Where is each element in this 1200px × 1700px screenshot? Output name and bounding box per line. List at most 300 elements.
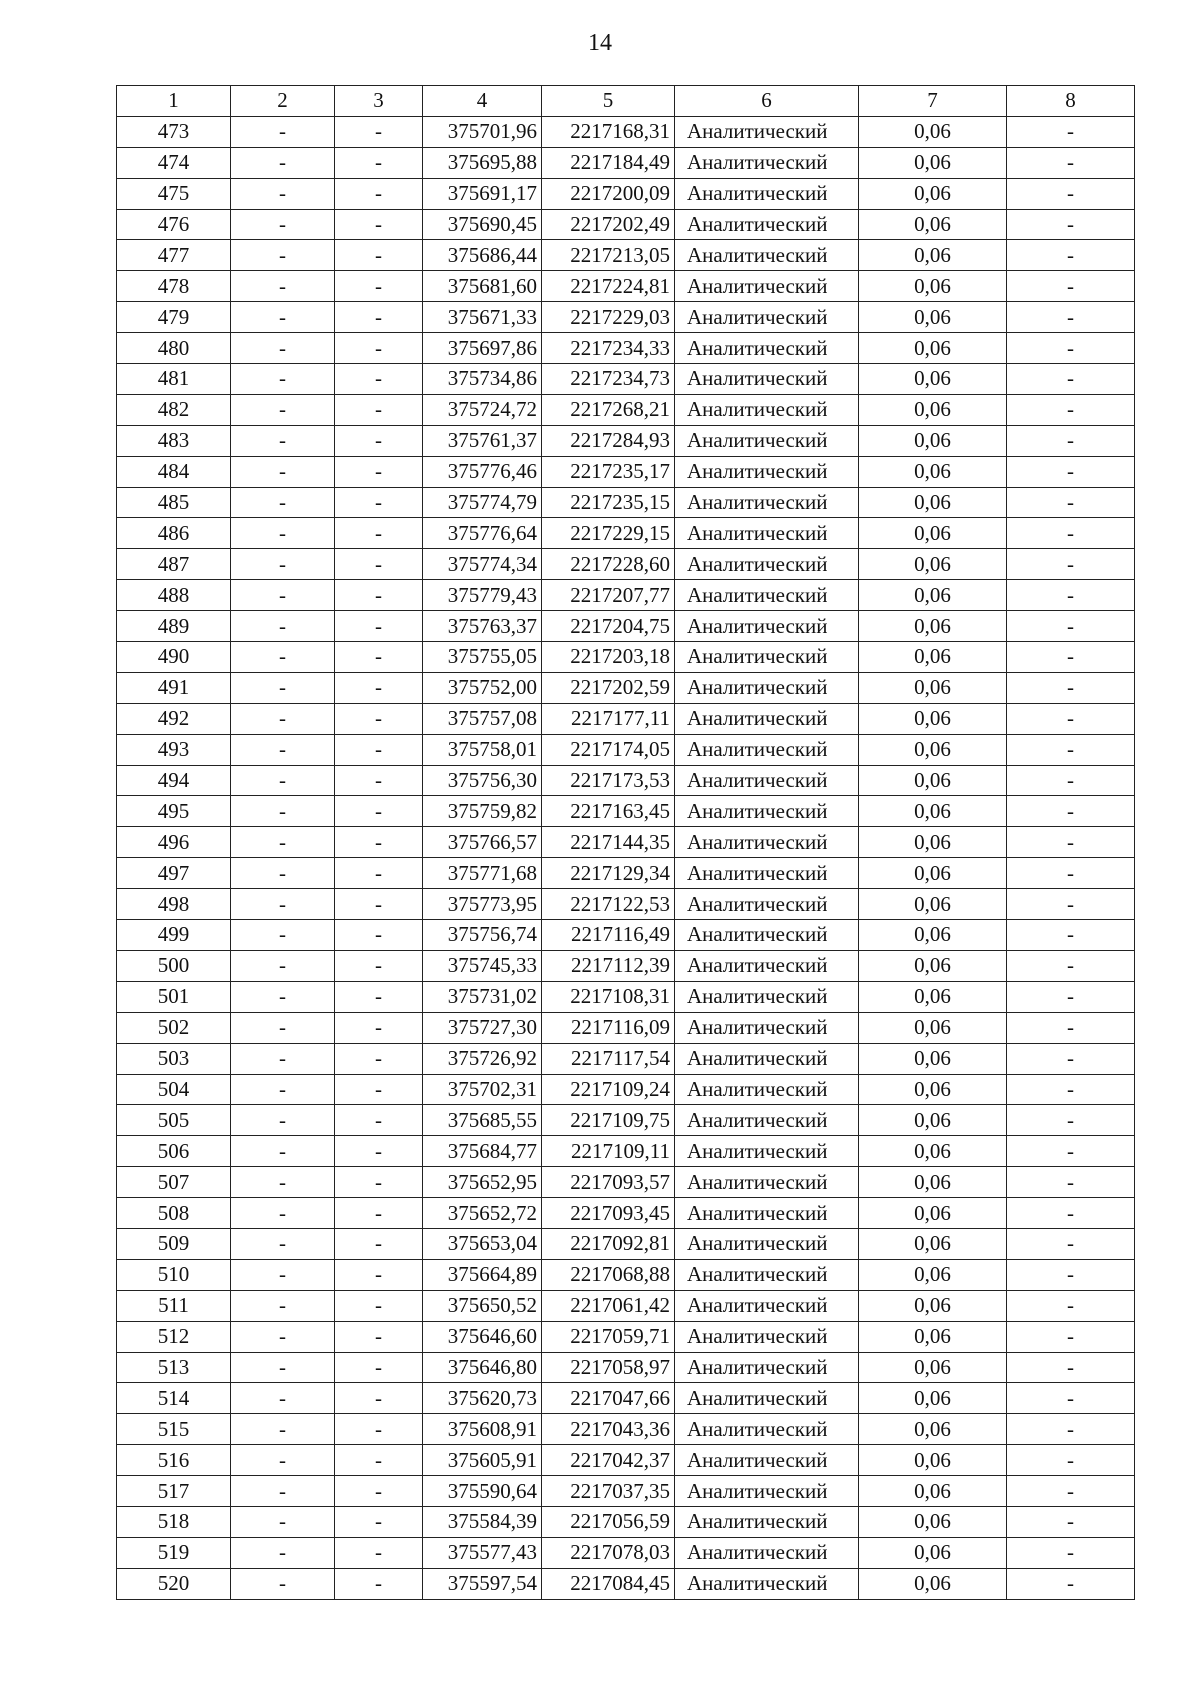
cell-method: Аналитический — [675, 1476, 859, 1507]
table-row — [117, 1445, 1135, 1476]
cell-point-number: 484 — [117, 456, 231, 487]
cell-method: Аналитический — [675, 1352, 859, 1383]
cell-accuracy: 0,06 — [859, 364, 1007, 395]
cell-col-2: - — [231, 209, 335, 240]
cell-y-coordinate: 2217047,66 — [542, 1383, 675, 1414]
cell-point-number: 481 — [117, 364, 231, 395]
cell-method: Аналитический — [675, 271, 859, 302]
cell-col-3: - — [335, 1506, 423, 1537]
cell-col-2: - — [231, 1043, 335, 1074]
cell-col-3: - — [335, 1476, 423, 1507]
cell-point-number: 478 — [117, 271, 231, 302]
cell-y-coordinate: 2217213,05 — [542, 240, 675, 271]
cell-method: Аналитический — [675, 1321, 859, 1352]
cell-x-coordinate: 375731,02 — [423, 981, 542, 1012]
table-row — [117, 827, 1135, 858]
cell-accuracy: 0,06 — [859, 611, 1007, 642]
cell-col-3: - — [335, 271, 423, 302]
cell-col-2: - — [231, 981, 335, 1012]
cell-y-coordinate: 2217202,59 — [542, 672, 675, 703]
table-row — [117, 1259, 1135, 1290]
cell-col-8: - — [1007, 1568, 1135, 1599]
cell-x-coordinate: 375759,82 — [423, 796, 542, 827]
cell-col-8: - — [1007, 580, 1135, 611]
table-row — [117, 1198, 1135, 1229]
cell-point-number: 515 — [117, 1414, 231, 1445]
cell-method: Аналитический — [675, 981, 859, 1012]
cell-point-number: 498 — [117, 889, 231, 920]
cell-accuracy: 0,06 — [859, 1445, 1007, 1476]
cell-col-3: - — [335, 1568, 423, 1599]
cell-col-3: - — [335, 1074, 423, 1105]
table-row — [117, 394, 1135, 425]
cell-point-number: 475 — [117, 178, 231, 209]
cell-x-coordinate: 375664,89 — [423, 1259, 542, 1290]
cell-method: Аналитический — [675, 1537, 859, 1568]
cell-x-coordinate: 375756,30 — [423, 765, 542, 796]
cell-point-number: 509 — [117, 1228, 231, 1259]
cell-point-number: 483 — [117, 425, 231, 456]
cell-point-number: 485 — [117, 487, 231, 518]
cell-point-number: 501 — [117, 981, 231, 1012]
cell-col-8: - — [1007, 1383, 1135, 1414]
cell-col-2: - — [231, 116, 335, 147]
cell-col-3: - — [335, 1321, 423, 1352]
cell-col-8: - — [1007, 1105, 1135, 1136]
cell-col-3: - — [335, 240, 423, 271]
cell-x-coordinate: 375690,45 — [423, 209, 542, 240]
table-row — [117, 734, 1135, 765]
cell-method: Аналитический — [675, 827, 859, 858]
cell-accuracy: 0,06 — [859, 827, 1007, 858]
table-body — [117, 116, 1135, 1599]
cell-accuracy: 0,06 — [859, 703, 1007, 734]
cell-col-8: - — [1007, 394, 1135, 425]
cell-method: Аналитический — [675, 1105, 859, 1136]
cell-x-coordinate: 375766,57 — [423, 827, 542, 858]
cell-x-coordinate: 375590,64 — [423, 1476, 542, 1507]
cell-y-coordinate: 2217234,33 — [542, 333, 675, 364]
cell-method: Аналитический — [675, 518, 859, 549]
table-row — [117, 858, 1135, 889]
cell-accuracy: 0,06 — [859, 333, 1007, 364]
cell-x-coordinate: 375726,92 — [423, 1043, 542, 1074]
cell-col-3: - — [335, 580, 423, 611]
cell-point-number: 512 — [117, 1321, 231, 1352]
cell-accuracy: 0,06 — [859, 178, 1007, 209]
cell-col-3: - — [335, 487, 423, 518]
cell-method: Аналитический — [675, 302, 859, 333]
cell-col-8: - — [1007, 1074, 1135, 1105]
cell-col-2: - — [231, 1259, 335, 1290]
cell-y-coordinate: 2217204,75 — [542, 611, 675, 642]
cell-col-2: - — [231, 364, 335, 395]
column-header-7: 7 — [859, 86, 1007, 117]
cell-accuracy: 0,06 — [859, 1136, 1007, 1167]
cell-point-number: 495 — [117, 796, 231, 827]
cell-accuracy: 0,06 — [859, 1074, 1007, 1105]
cell-point-number: 490 — [117, 642, 231, 673]
cell-y-coordinate: 2217109,11 — [542, 1136, 675, 1167]
cell-y-coordinate: 2217043,36 — [542, 1414, 675, 1445]
cell-accuracy: 0,06 — [859, 580, 1007, 611]
cell-col-3: - — [335, 765, 423, 796]
cell-col-2: - — [231, 611, 335, 642]
cell-col-3: - — [335, 364, 423, 395]
cell-y-coordinate: 2217061,42 — [542, 1290, 675, 1321]
cell-col-8: - — [1007, 518, 1135, 549]
cell-col-8: - — [1007, 116, 1135, 147]
table-row — [117, 487, 1135, 518]
cell-point-number: 510 — [117, 1259, 231, 1290]
cell-method: Аналитический — [675, 1259, 859, 1290]
cell-col-3: - — [335, 456, 423, 487]
cell-col-3: - — [335, 1259, 423, 1290]
table-row — [117, 1136, 1135, 1167]
cell-method: Аналитический — [675, 611, 859, 642]
table-row — [117, 240, 1135, 271]
cell-point-number: 489 — [117, 611, 231, 642]
cell-col-2: - — [231, 858, 335, 889]
cell-col-3: - — [335, 703, 423, 734]
cell-col-2: - — [231, 734, 335, 765]
cell-col-8: - — [1007, 1537, 1135, 1568]
cell-x-coordinate: 375697,86 — [423, 333, 542, 364]
cell-x-coordinate: 375734,86 — [423, 364, 542, 395]
cell-col-3: - — [335, 147, 423, 178]
cell-col-3: - — [335, 1352, 423, 1383]
table-row — [117, 1074, 1135, 1105]
cell-method: Аналитический — [675, 672, 859, 703]
cell-point-number: 514 — [117, 1383, 231, 1414]
cell-y-coordinate: 2217108,31 — [542, 981, 675, 1012]
cell-accuracy: 0,06 — [859, 1537, 1007, 1568]
cell-col-2: - — [231, 1383, 335, 1414]
cell-col-3: - — [335, 981, 423, 1012]
cell-x-coordinate: 375671,33 — [423, 302, 542, 333]
cell-col-3: - — [335, 333, 423, 364]
cell-col-3: - — [335, 1105, 423, 1136]
cell-col-3: - — [335, 178, 423, 209]
table-row — [117, 642, 1135, 673]
cell-x-coordinate: 375652,95 — [423, 1167, 542, 1198]
cell-y-coordinate: 2217117,54 — [542, 1043, 675, 1074]
cell-col-8: - — [1007, 302, 1135, 333]
cell-point-number: 479 — [117, 302, 231, 333]
cell-accuracy: 0,06 — [859, 271, 1007, 302]
cell-y-coordinate: 2217144,35 — [542, 827, 675, 858]
cell-col-3: - — [335, 1167, 423, 1198]
table-row — [117, 1414, 1135, 1445]
cell-col-8: - — [1007, 827, 1135, 858]
cell-y-coordinate: 2217207,77 — [542, 580, 675, 611]
cell-y-coordinate: 2217203,18 — [542, 642, 675, 673]
cell-y-coordinate: 2217184,49 — [542, 147, 675, 178]
cell-accuracy: 0,06 — [859, 1568, 1007, 1599]
cell-accuracy: 0,06 — [859, 1290, 1007, 1321]
cell-col-8: - — [1007, 1476, 1135, 1507]
cell-x-coordinate: 375597,54 — [423, 1568, 542, 1599]
cell-accuracy: 0,06 — [859, 456, 1007, 487]
cell-col-3: - — [335, 889, 423, 920]
cell-y-coordinate: 2217268,21 — [542, 394, 675, 425]
cell-method: Аналитический — [675, 487, 859, 518]
cell-point-number: 513 — [117, 1352, 231, 1383]
cell-col-2: - — [231, 1136, 335, 1167]
cell-x-coordinate: 375702,31 — [423, 1074, 542, 1105]
cell-x-coordinate: 375653,04 — [423, 1228, 542, 1259]
table-header-row — [117, 86, 1135, 117]
cell-col-2: - — [231, 1506, 335, 1537]
cell-accuracy: 0,06 — [859, 209, 1007, 240]
cell-accuracy: 0,06 — [859, 487, 1007, 518]
cell-col-2: - — [231, 1476, 335, 1507]
cell-method: Аналитический — [675, 1198, 859, 1229]
cell-accuracy: 0,06 — [859, 1259, 1007, 1290]
table-row — [117, 302, 1135, 333]
cell-x-coordinate: 375620,73 — [423, 1383, 542, 1414]
cell-accuracy: 0,06 — [859, 672, 1007, 703]
cell-col-8: - — [1007, 271, 1135, 302]
cell-point-number: 504 — [117, 1074, 231, 1105]
cell-col-3: - — [335, 1228, 423, 1259]
cell-col-2: - — [231, 1445, 335, 1476]
cell-col-8: - — [1007, 487, 1135, 518]
column-header-4: 4 — [423, 86, 542, 117]
cell-col-8: - — [1007, 364, 1135, 395]
cell-accuracy: 0,06 — [859, 1167, 1007, 1198]
cell-point-number: 477 — [117, 240, 231, 271]
cell-accuracy: 0,06 — [859, 549, 1007, 580]
column-header-2: 2 — [231, 86, 335, 117]
cell-col-2: - — [231, 425, 335, 456]
cell-accuracy: 0,06 — [859, 1383, 1007, 1414]
cell-method: Аналитический — [675, 1445, 859, 1476]
cell-col-2: - — [231, 456, 335, 487]
cell-x-coordinate: 375774,34 — [423, 549, 542, 580]
cell-col-2: - — [231, 487, 335, 518]
cell-accuracy: 0,06 — [859, 1506, 1007, 1537]
cell-method: Аналитический — [675, 889, 859, 920]
table-row — [117, 116, 1135, 147]
cell-x-coordinate: 375773,95 — [423, 889, 542, 920]
cell-method: Аналитический — [675, 178, 859, 209]
cell-x-coordinate: 375652,72 — [423, 1198, 542, 1229]
cell-col-3: - — [335, 1445, 423, 1476]
cell-x-coordinate: 375761,37 — [423, 425, 542, 456]
cell-accuracy: 0,06 — [859, 858, 1007, 889]
cell-method: Аналитический — [675, 116, 859, 147]
cell-col-2: - — [231, 178, 335, 209]
cell-accuracy: 0,06 — [859, 1043, 1007, 1074]
cell-method: Аналитический — [675, 1074, 859, 1105]
cell-y-coordinate: 2217234,73 — [542, 364, 675, 395]
cell-x-coordinate: 375774,79 — [423, 487, 542, 518]
cell-col-2: - — [231, 1012, 335, 1043]
table-row — [117, 1012, 1135, 1043]
table-row — [117, 333, 1135, 364]
cell-col-3: - — [335, 950, 423, 981]
cell-y-coordinate: 2217078,03 — [542, 1537, 675, 1568]
table-row — [117, 1167, 1135, 1198]
cell-col-8: - — [1007, 209, 1135, 240]
cell-x-coordinate: 375755,05 — [423, 642, 542, 673]
cell-col-8: - — [1007, 889, 1135, 920]
table-row — [117, 950, 1135, 981]
cell-x-coordinate: 375577,43 — [423, 1537, 542, 1568]
cell-method: Аналитический — [675, 456, 859, 487]
cell-method: Аналитический — [675, 1136, 859, 1167]
cell-y-coordinate: 2217037,35 — [542, 1476, 675, 1507]
table-row — [117, 1476, 1135, 1507]
cell-accuracy: 0,06 — [859, 1228, 1007, 1259]
cell-x-coordinate: 375752,00 — [423, 672, 542, 703]
cell-col-2: - — [231, 1167, 335, 1198]
cell-col-3: - — [335, 827, 423, 858]
cell-accuracy: 0,06 — [859, 394, 1007, 425]
cell-col-3: - — [335, 1290, 423, 1321]
column-header-3: 3 — [335, 86, 423, 117]
cell-method: Аналитический — [675, 734, 859, 765]
cell-col-2: - — [231, 1414, 335, 1445]
cell-point-number: 507 — [117, 1167, 231, 1198]
cell-y-coordinate: 2217116,49 — [542, 920, 675, 951]
cell-x-coordinate: 375701,96 — [423, 116, 542, 147]
cell-col-3: - — [335, 734, 423, 765]
cell-method: Аналитический — [675, 1290, 859, 1321]
cell-point-number: 519 — [117, 1537, 231, 1568]
cell-point-number: 518 — [117, 1506, 231, 1537]
cell-col-2: - — [231, 765, 335, 796]
column-header-6: 6 — [675, 86, 859, 117]
table-row — [117, 1506, 1135, 1537]
cell-col-2: - — [231, 1321, 335, 1352]
cell-accuracy: 0,06 — [859, 734, 1007, 765]
table-row — [117, 549, 1135, 580]
cell-col-3: - — [335, 302, 423, 333]
cell-col-2: - — [231, 240, 335, 271]
cell-col-2: - — [231, 1105, 335, 1136]
cell-col-3: - — [335, 1414, 423, 1445]
cell-point-number: 500 — [117, 950, 231, 981]
cell-point-number: 508 — [117, 1198, 231, 1229]
table-row — [117, 1568, 1135, 1599]
cell-col-8: - — [1007, 1352, 1135, 1383]
cell-col-2: - — [231, 580, 335, 611]
cell-col-3: - — [335, 611, 423, 642]
cell-x-coordinate: 375681,60 — [423, 271, 542, 302]
cell-col-3: - — [335, 394, 423, 425]
cell-method: Аналитический — [675, 1228, 859, 1259]
column-header-5: 5 — [542, 86, 675, 117]
column-header-8: 8 — [1007, 86, 1135, 117]
cell-col-8: - — [1007, 240, 1135, 271]
cell-col-8: - — [1007, 1043, 1135, 1074]
cell-col-2: - — [231, 1568, 335, 1599]
table-row — [117, 209, 1135, 240]
cell-col-2: - — [231, 333, 335, 364]
cell-y-coordinate: 2217109,24 — [542, 1074, 675, 1105]
cell-col-3: - — [335, 209, 423, 240]
cell-col-8: - — [1007, 333, 1135, 364]
cell-y-coordinate: 2217068,88 — [542, 1259, 675, 1290]
cell-x-coordinate: 375771,68 — [423, 858, 542, 889]
table-row — [117, 1105, 1135, 1136]
cell-y-coordinate: 2217177,11 — [542, 703, 675, 734]
cell-col-8: - — [1007, 734, 1135, 765]
cell-point-number: 488 — [117, 580, 231, 611]
cell-y-coordinate: 2217093,57 — [542, 1167, 675, 1198]
cell-x-coordinate: 375691,17 — [423, 178, 542, 209]
table-row — [117, 703, 1135, 734]
cell-point-number: 491 — [117, 672, 231, 703]
cell-col-8: - — [1007, 1012, 1135, 1043]
cell-col-8: - — [1007, 642, 1135, 673]
cell-y-coordinate: 2217122,53 — [542, 889, 675, 920]
cell-method: Аналитический — [675, 765, 859, 796]
table-row — [117, 981, 1135, 1012]
cell-col-2: - — [231, 1352, 335, 1383]
cell-col-2: - — [231, 1198, 335, 1229]
cell-col-8: - — [1007, 549, 1135, 580]
cell-point-number: 496 — [117, 827, 231, 858]
table-row — [117, 147, 1135, 178]
cell-col-2: - — [231, 920, 335, 951]
cell-col-8: - — [1007, 703, 1135, 734]
cell-point-number: 506 — [117, 1136, 231, 1167]
cell-x-coordinate: 375776,64 — [423, 518, 542, 549]
cell-col-2: - — [231, 549, 335, 580]
cell-point-number: 493 — [117, 734, 231, 765]
cell-col-2: - — [231, 1290, 335, 1321]
cell-point-number: 494 — [117, 765, 231, 796]
cell-col-2: - — [231, 271, 335, 302]
cell-y-coordinate: 2217116,09 — [542, 1012, 675, 1043]
table-row — [117, 1352, 1135, 1383]
cell-col-8: - — [1007, 1136, 1135, 1167]
cell-col-8: - — [1007, 456, 1135, 487]
table-row — [117, 1537, 1135, 1568]
cell-y-coordinate: 2217235,15 — [542, 487, 675, 518]
cell-col-3: - — [335, 920, 423, 951]
cell-x-coordinate: 375758,01 — [423, 734, 542, 765]
table-row — [117, 1383, 1135, 1414]
cell-method: Аналитический — [675, 364, 859, 395]
cell-col-2: - — [231, 518, 335, 549]
cell-method: Аналитический — [675, 394, 859, 425]
cell-x-coordinate: 375727,30 — [423, 1012, 542, 1043]
cell-y-coordinate: 2217229,15 — [542, 518, 675, 549]
cell-method: Аналитический — [675, 1383, 859, 1414]
table-row — [117, 889, 1135, 920]
cell-accuracy: 0,06 — [859, 920, 1007, 951]
cell-col-2: - — [231, 394, 335, 425]
cell-y-coordinate: 2217174,05 — [542, 734, 675, 765]
cell-y-coordinate: 2217058,97 — [542, 1352, 675, 1383]
cell-x-coordinate: 375756,74 — [423, 920, 542, 951]
cell-method: Аналитический — [675, 642, 859, 673]
cell-col-3: - — [335, 796, 423, 827]
cell-point-number: 473 — [117, 116, 231, 147]
cell-accuracy: 0,06 — [859, 889, 1007, 920]
cell-col-2: - — [231, 950, 335, 981]
table-row — [117, 1228, 1135, 1259]
cell-method: Аналитический — [675, 1568, 859, 1599]
cell-point-number: 503 — [117, 1043, 231, 1074]
cell-x-coordinate: 375695,88 — [423, 147, 542, 178]
cell-method: Аналитический — [675, 920, 859, 951]
cell-col-8: - — [1007, 920, 1135, 951]
